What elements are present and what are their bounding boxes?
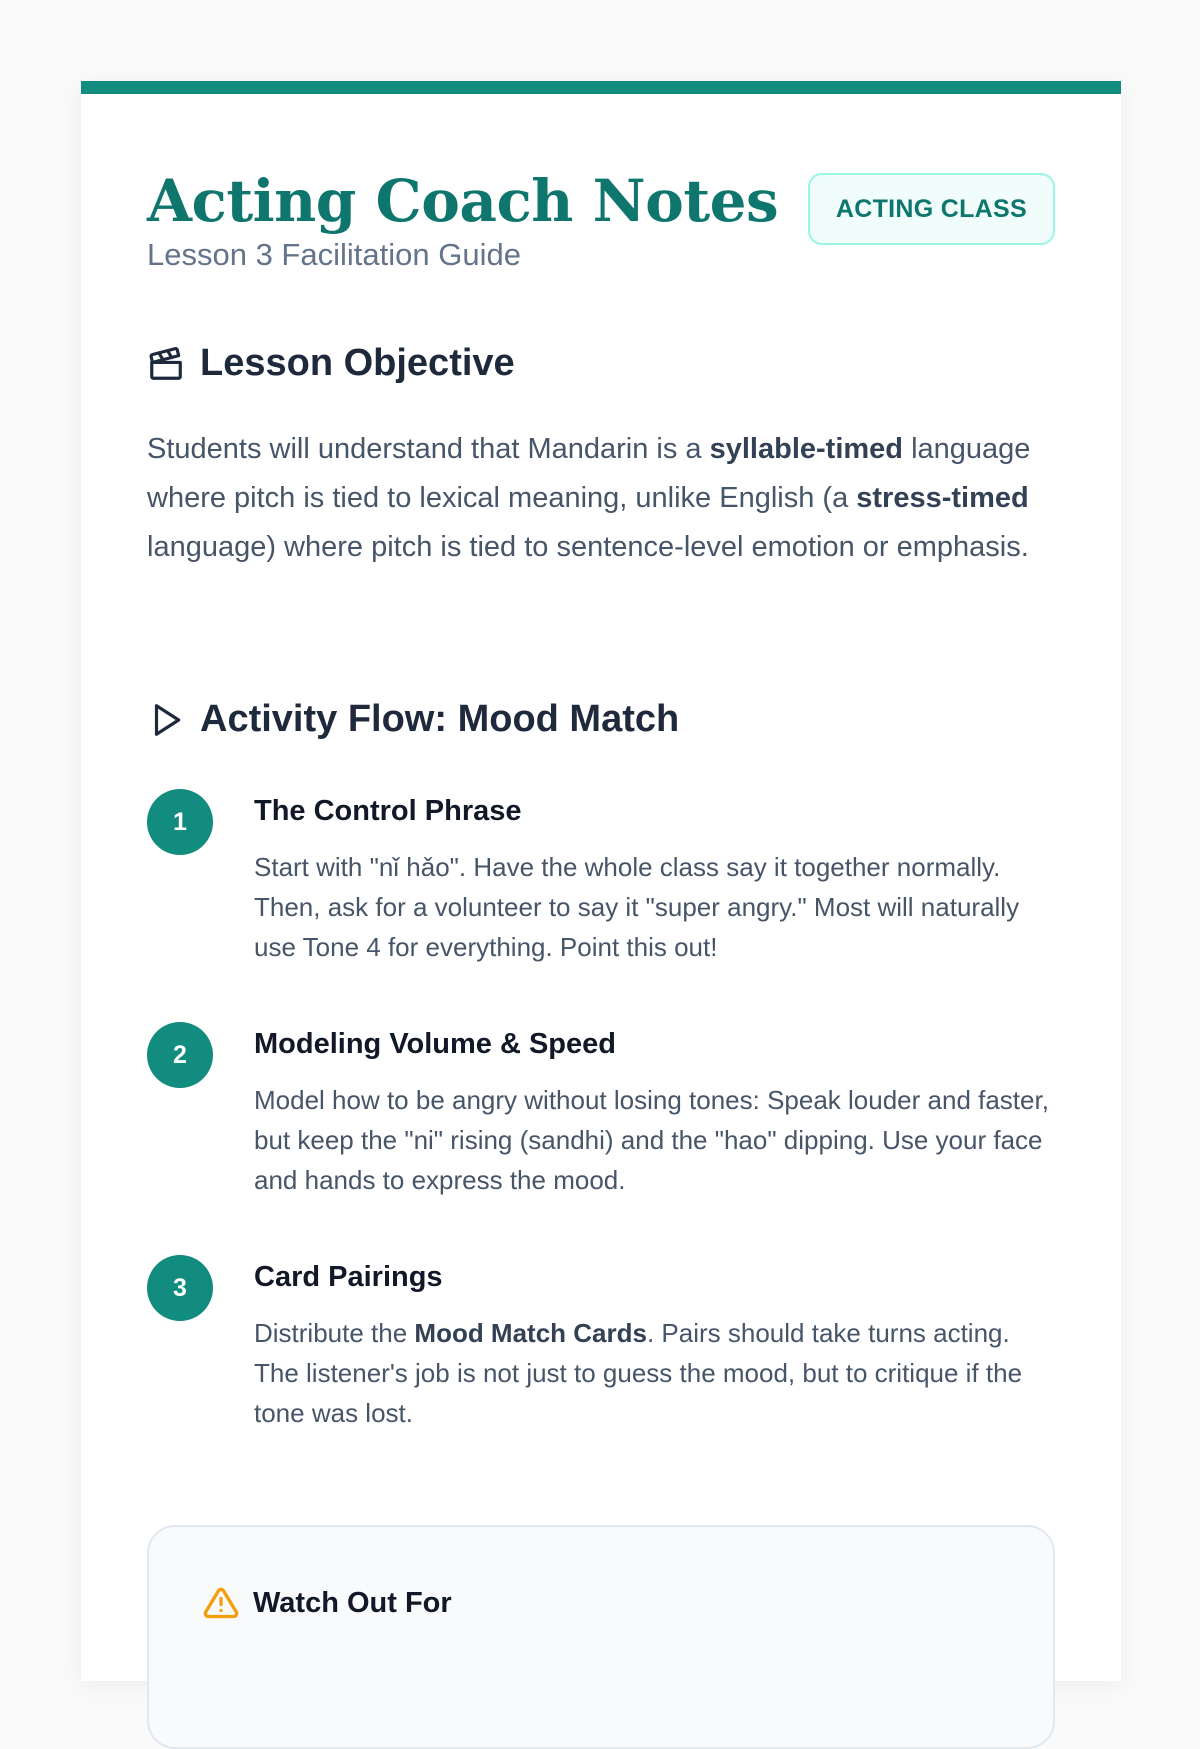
watch-out-header [203,1585,452,1621]
clapperboard-icon [147,345,185,383]
step-number: 3 [147,1255,213,1321]
step-title: The Control Phrase [254,795,522,827]
watch-out-panel [147,1525,1055,1749]
mood-match-cards-term: Mood Match Cards [414,1318,647,1348]
step-description [254,1313,1055,1433]
page-header [147,169,1055,289]
page-subtitle: Lesson 3 Facilitation Guide [147,237,521,272]
activity-heading: Activity Flow: Mood Match [200,698,680,740]
warning-icon [203,1585,239,1621]
play-icon [147,701,185,739]
step-number: 2 [147,1022,213,1088]
objective-text-part: Students will understand that Mandarin is a [147,433,710,465]
watch-out-heading: Watch Out For [253,1586,452,1619]
page-title: Acting Coach Notes [147,167,779,235]
notes-card [81,81,1121,1681]
objective-text-part: language where pitch is tied to lexical meaning, unlike English (a [147,433,1031,514]
objective-text-part: language) where pitch is tied to sentence-level emotion or emphasis. [147,531,1029,563]
activity-section-header [147,698,679,741]
step-number: 1 [147,789,213,855]
objective-term-stress-timed: stress-timed [856,482,1029,514]
step-title: Card Pairings [254,1261,443,1293]
step-description: Model how to be angry without losing tones: Speak louder and faster, but keep the "ni" rising (sandhi) and the "hao" dipping. Use your face and hands to express the mood. [254,1085,1049,1195]
objective-term-syllable-timed: syllable-timed [709,433,904,465]
objective-heading: Lesson Objective [200,342,515,384]
objective-section-header [147,342,515,385]
step-description-part: Distribute the [254,1318,415,1348]
objective-text [147,425,1055,572]
step-title: Modeling Volume & Speed [254,1028,616,1060]
step-description-part: . Pairs should take turns acting. The listener's job is not just to guess the mood, but to critique if the tone was lost. [254,1318,1023,1428]
category-badge: ACTING CLASS [808,173,1055,245]
step-description: Start with "nǐ hǎo". Have the whole class say it together normally. Then, ask for a volunteer to say it "super angry." Most will naturally use Tone 4 for everything. Point this out! [254,852,1020,962]
